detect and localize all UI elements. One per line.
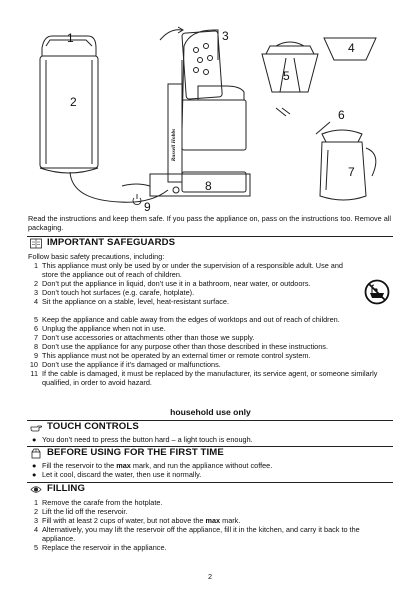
page-number: 2 <box>207 572 213 581</box>
filling-list <box>28 498 393 552</box>
touch-list <box>28 435 393 444</box>
list-item: ● Fill the reservoir to the max mark, and run the appliance without coffee. <box>32 461 273 470</box>
safeguards-heading <box>27 236 393 249</box>
safeguards-list-a <box>28 261 358 306</box>
power-icon <box>133 194 141 205</box>
filter-holder-drawing <box>262 42 318 92</box>
callout-5: 5 <box>283 69 290 83</box>
coffee-maker-drawing <box>122 30 250 196</box>
list-item: 3 Don’t touch hot surfaces (e.g. carafe, hotplate). <box>33 288 195 297</box>
eye-icon <box>30 484 42 495</box>
list-item: 7 Don’t use accessories or attachments other than those we supply. <box>33 333 255 342</box>
callout-9: 9 <box>144 200 151 214</box>
list-item: 3 Fill with at least 2 cups of water, but not above the max mark. <box>33 516 241 525</box>
list-item: ● Let it cool, discard the water, then use it normally. <box>32 470 202 479</box>
list-item: 4 Alternatively, you may lift the reservoir off the appliance, fill it in the kitchen, and carry it back to the appliance. <box>33 525 360 543</box>
list-item: 4 Sit the appliance on a stable, level, heat-resistant surface. <box>33 297 229 306</box>
list-item: 2 Don’t put the appliance in liquid, don’t use it in a bathroom, near water, or outdoors. <box>33 279 311 288</box>
intro-text: Read the instructions and keep them safe. If you pass the appliance on, pass on the instructions too. Remove all packaging. <box>28 214 392 232</box>
pointing-hand-icon <box>30 422 42 433</box>
callout-7: 7 <box>348 165 355 179</box>
read-manual-icon <box>30 238 42 249</box>
before-first-use-heading <box>27 446 393 459</box>
box-icon <box>30 448 42 459</box>
before-first-use-title: BEFORE USING FOR THE FIRST TIME <box>47 447 224 458</box>
list-item: 5 Replace the reservoir in the appliance. <box>33 543 167 552</box>
list-item: 8 Don’t use the appliance for any purpose other than those described in these instructions. <box>33 342 328 351</box>
list-item: 6 Unplug the appliance when not in use. <box>33 324 166 333</box>
filling-heading <box>27 482 393 495</box>
list-item: 10 Don’t use the appliance if it’s damaged or malfunctions. <box>29 360 221 369</box>
appliance-illustration <box>0 0 420 215</box>
callout-8: 8 <box>205 179 212 193</box>
callout-6: 6 <box>338 108 345 122</box>
touch-controls-title: TOUCH CONTROLS <box>47 421 139 432</box>
callout-1: 1 <box>67 31 74 45</box>
safeguards-list-b <box>28 315 393 387</box>
list-item: 2 Lift the lid off the reservoir. <box>33 507 128 516</box>
list-item: 1 This appliance must only be used by or under the supervision of a responsible adult. Use and store the appliance out of reach of children. <box>33 261 343 279</box>
reservoir-drawing <box>40 36 98 173</box>
before-list <box>28 461 393 479</box>
brand-logo: Russell Hobbs <box>171 128 177 162</box>
callout-2: 2 <box>70 95 77 109</box>
list-item: 1 Remove the carafe from the hotplate. <box>33 498 163 507</box>
callout-4: 4 <box>348 41 355 55</box>
list-item: 11 If the cable is damaged, it must be replaced by the manufacturer, its service agent, or someone similarly qualified, in order to avoid hazard. <box>30 369 378 387</box>
touch-controls-heading <box>27 420 393 433</box>
filling-title: FILLING <box>47 483 86 494</box>
callout-3: 3 <box>222 29 229 43</box>
power-cable <box>70 172 168 202</box>
list-item: 5 Keep the appliance and cable away from the edges of worktops and out of reach of children. <box>33 315 340 324</box>
list-item: ● You don’t need to press the button hard – a light touch is enough. <box>32 435 253 444</box>
no-bath-warning-icon <box>364 279 390 305</box>
list-item: 9 This appliance must not be operated by an external timer or remote control system. <box>33 351 311 360</box>
carafe-drawing <box>316 122 376 200</box>
safeguards-lead: Follow basic safety precautions, including: <box>28 252 165 261</box>
household-use-only: household use only <box>170 407 251 417</box>
safeguards-title: IMPORTANT SAFEGUARDS <box>47 237 176 248</box>
